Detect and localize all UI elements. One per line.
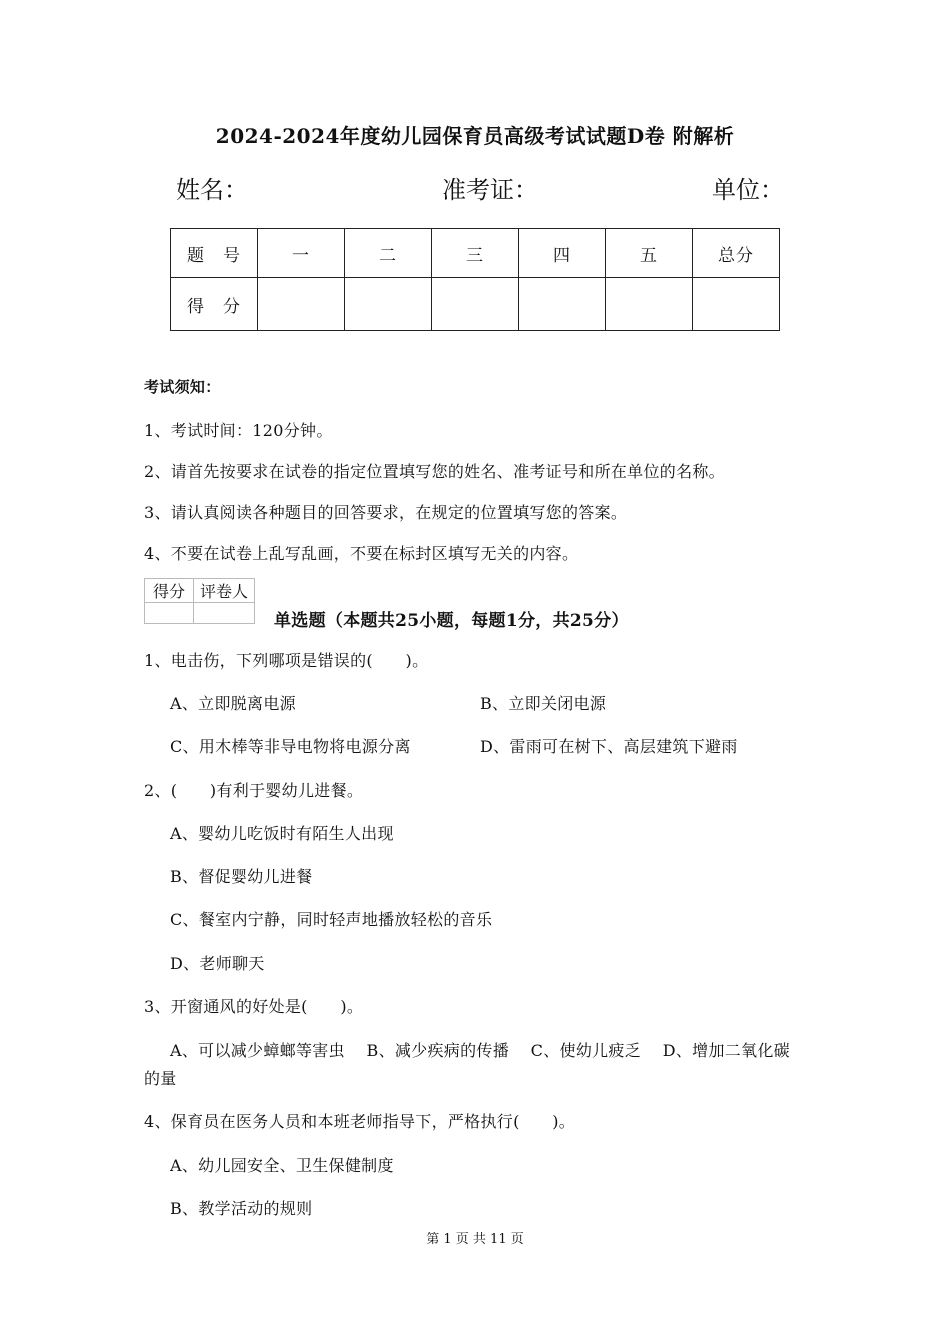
score-table-score-row: [171, 278, 780, 331]
notice-item: 4、不要在试卷上乱写乱画，不要在标封区填写无关的内容。: [144, 544, 579, 563]
score-header-cell: 二: [345, 229, 432, 278]
score-cell[interactable]: [606, 278, 693, 331]
score-table-header-row: [171, 229, 780, 278]
option-a: A、幼儿园安全、卫生保健制度: [170, 1156, 394, 1175]
grader-score-label: 得分: [145, 579, 194, 603]
score-cell[interactable]: [258, 278, 345, 331]
question-options: A、可以减少蟑螂等害虫 B、减少疾病的传播 C、使幼儿疲乏 D、增加二氧化碳: [170, 1041, 790, 1060]
name-label: 姓名：: [176, 176, 248, 204]
exam-id-label: 准考证：: [442, 176, 538, 204]
question-stem: 3、开窗通风的好处是( )。: [144, 997, 364, 1016]
notice-item: 1、考试时间：120分钟。: [144, 421, 333, 440]
score-header-cell: 四: [519, 229, 606, 278]
question-stem: 2、( )有利于婴幼儿进餐。: [144, 781, 364, 800]
score-cell[interactable]: [519, 278, 606, 331]
option-b: B、教学活动的规则: [170, 1199, 313, 1218]
score-cell[interactable]: [693, 278, 780, 331]
option-b: B、立即关闭电源: [480, 694, 607, 713]
section-title: 单选题（本题共25小题，每题1分，共25分）: [274, 611, 629, 631]
grader-reviewer-cell[interactable]: [194, 603, 255, 624]
score-header-cell: 三: [432, 229, 519, 278]
option-a: A、婴幼儿吃饭时有陌生人出现: [170, 824, 394, 843]
option-c: C、用木棒等非导电物将电源分离: [170, 737, 411, 756]
score-header-cell: 题 号: [171, 229, 258, 278]
page-title: 2024-2024年度幼儿园保育员高级考试试题D卷 附解析: [215, 124, 735, 148]
score-header-cell: 五: [606, 229, 693, 278]
score-header-cell: 总分: [693, 229, 780, 278]
question-stem: 1、电击伤，下列哪项是错误的( )。: [144, 651, 429, 670]
score-cell[interactable]: [345, 278, 432, 331]
notice-heading: 考试须知：: [144, 378, 221, 396]
notice-item: 3、请认真阅读各种题目的回答要求，在规定的位置填写您的答案。: [144, 503, 628, 522]
grader-box: [144, 578, 255, 624]
option-d: D、老师聊天: [170, 954, 265, 973]
notice-item: 2、请首先按要求在试卷的指定位置填写您的姓名、准考证号和所在单位的名称。: [144, 462, 725, 481]
option-b: B、督促婴幼儿进餐: [170, 867, 313, 886]
question-stem: 4、保育员在医务人员和本班老师指导下，严格执行( )。: [144, 1112, 576, 1131]
unit-label: 单位：: [712, 176, 784, 204]
score-table: [170, 228, 780, 331]
option-a: A、立即脱离电源: [170, 694, 296, 713]
grader-score-cell[interactable]: [145, 603, 194, 624]
page-footer: 第 1 页 共 11 页: [426, 1232, 524, 1247]
grader-reviewer-label: 评卷人: [194, 579, 255, 603]
option-c: C、餐室内宁静，同时轻声地播放轻松的音乐: [170, 910, 493, 929]
score-row-label: 得 分: [171, 278, 258, 331]
score-cell[interactable]: [432, 278, 519, 331]
option-d: D、雷雨可在树下、高层建筑下避雨: [480, 737, 738, 756]
score-header-cell: 一: [258, 229, 345, 278]
question-options-continued: 的量: [144, 1069, 177, 1088]
